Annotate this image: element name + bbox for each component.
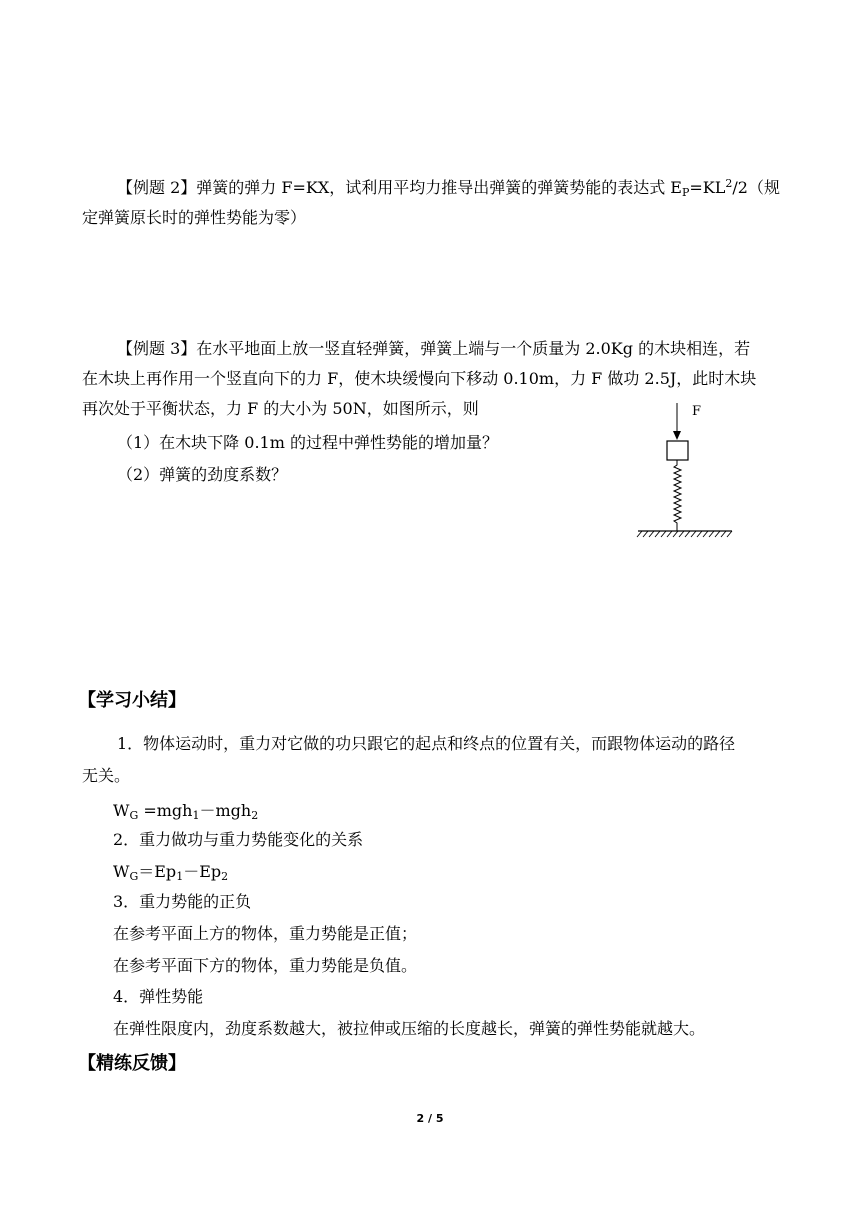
example2-line2: 定弹簧原长时的弹性势能为零） xyxy=(82,208,307,227)
ground-hatching xyxy=(637,531,732,537)
force-label: F xyxy=(692,404,702,419)
feedback-heading: 【精练反馈】 xyxy=(78,1053,186,1074)
example3-question1: （1）在木块下降 0.1m 的过程中弹性势能的增加量？ xyxy=(117,433,498,452)
example3-line1: 【例题 3】在水平地面上放一竖直轻弹簧，弹簧上端与一个质量为 2.0Kg 的木块相连，若 xyxy=(117,339,751,358)
summary-item4: 4．弹性势能 xyxy=(113,987,204,1006)
summary-item4-detail: 在弹性限度内，劲度系数越大，被拉伸或压缩的长度越长，弹簧的弹性势能就越大。 xyxy=(113,1019,706,1038)
example3-line2: 在木块上再作用一个竖直向下的力 F，使木块缓慢向下移动 0.10m，力 F 做功 2.5J，此时木块 xyxy=(82,369,757,388)
summary-formula2: $W_G=Ep_1-Ep_2$ xyxy=(113,862,229,883)
example3-line3: 再次处于平衡状态，力 F 的大小为 50N，如图所示，则 xyxy=(82,399,479,418)
summary-item3-positive: 在参考平面上方的物体，重力势能是正值； xyxy=(113,924,418,943)
example3-question2: （2）弹簧的劲度系数？ xyxy=(117,465,288,484)
page-number: 2 / 5 xyxy=(416,1112,444,1125)
summary-item1-line2: 无关。 xyxy=(82,766,131,785)
wooden-block xyxy=(667,441,688,460)
force-arrow-head xyxy=(673,431,681,440)
summary-formula1: $W_G =mgh_1-mgh_2$ xyxy=(113,801,259,822)
summary-heading: 【学习小结】 xyxy=(78,690,186,711)
summary-item3-negative: 在参考平面下方的物体，重力势能是负值。 xyxy=(113,956,418,975)
summary-item2: 2．重力做功与重力势能变化的关系 xyxy=(113,830,364,849)
summary-item3: 3．重力势能的正负 xyxy=(113,892,252,911)
spring-coil xyxy=(674,460,681,531)
summary-item1-line1: 1．物体运动时，重力对它做的功只跟它的起点和终点的位置有关，而跟物体运动的路径 xyxy=(117,734,736,753)
example2-line1: 【例题 2】弹簧的弹力 F=KX，试利用平均力推导出弹簧的弹簧势能的表达式 $E_P=KL^2/2$（规 xyxy=(117,177,780,199)
spring-block-figure xyxy=(630,395,740,545)
